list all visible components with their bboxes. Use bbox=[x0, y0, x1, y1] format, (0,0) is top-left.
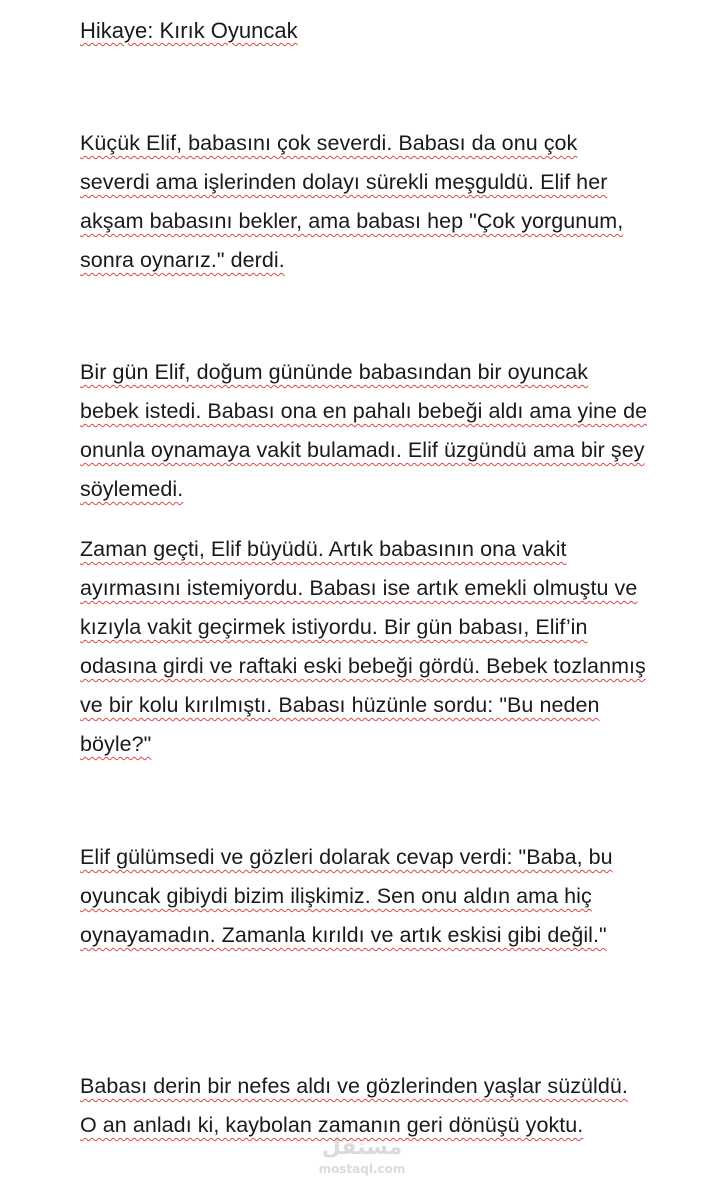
paragraph-4: Elif gülümsedi ve gözleri dolarak cevap verdi: "Baba, bu oyuncak gibiydi bizim ilişkimiz. Sen onu aldın ama hiç oynayamadın. Zamanla kırıldı ve artık eskisi gibi değil." bbox=[80, 845, 613, 947]
watermark-text: mostaql.com bbox=[318, 1162, 406, 1176]
paragraph-5: Babası derin bir nefes aldı ve gözlerinden yaşlar süzüldü. O an anladı ki, kaybolan zamanın geri dönüşü yoktu. bbox=[80, 1074, 628, 1137]
story-title: Hikaye: Kırık Oyuncak bbox=[80, 18, 298, 43]
paragraph-1: Küçük Elif, babasını çok severdi. Babası da onu çok severdi ama işlerinden dolayı sürekli meşguldü. Elif her akşam babasını bekler, ama babası hep "Çok yorgunum, sonra oynarız." derdi. bbox=[80, 131, 624, 272]
paragraph-2: Bir gün Elif, doğum gününde babasından bir oyuncak bebek istedi. Babası ona en pahalı bebeği aldı ama yine de onunla oynamaya vakit bulamadı. Elif üzgündü ama bir şey söylemedi. bbox=[80, 360, 648, 501]
paragraph-3: Zaman geçti, Elif büyüdü. Artık babasının ona vakit ayırmasını istemiyordu. Babası ise artık emekli olmuştu ve kızıyla vakit geçirmek istiyordu. Bir gün babası, Elif’in odasına girdi ve raftaki eski bebeği gördü. Bebek tozlanmış ve bir kolu kırılmıştı. Babası hüzünle sordu: "Bu neden böyle?" bbox=[80, 537, 646, 756]
mostaql-watermark bbox=[316, 1134, 408, 1186]
watermark-logo: مستقل bbox=[321, 1135, 403, 1160]
